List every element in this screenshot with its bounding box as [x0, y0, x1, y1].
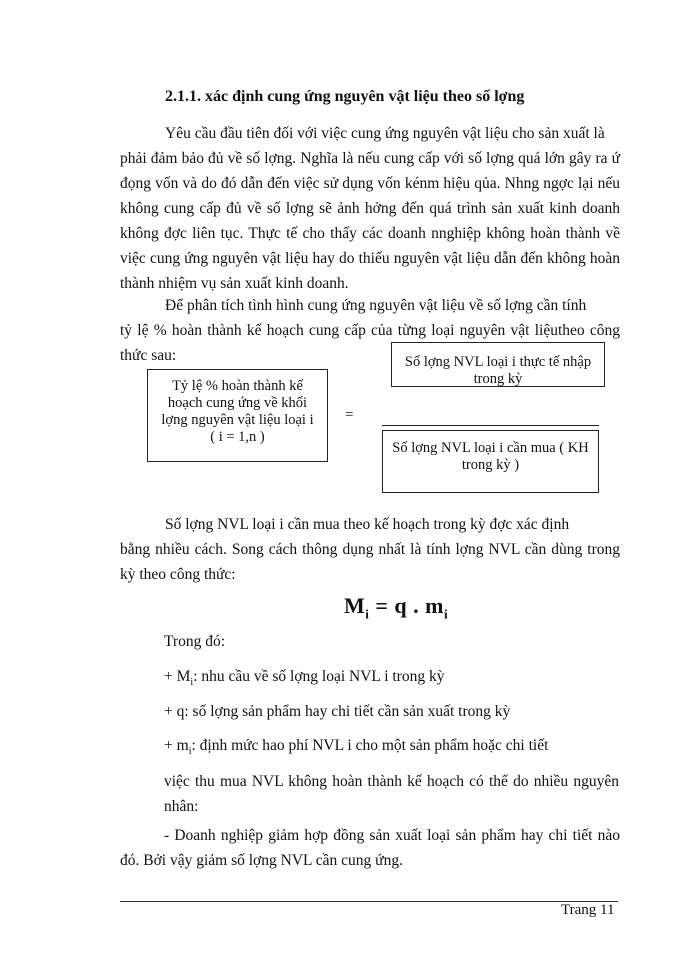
denominator-box: Số lợng NVL loại i cần mua ( KH trong kỳ ) [382, 430, 599, 493]
definition-text: : nhu cầu về số lợng loại NVL i trong kỳ [193, 668, 445, 685]
paragraph-3 [120, 512, 620, 587]
equals-sign: = [345, 407, 354, 423]
formula-mi [344, 593, 448, 622]
definition-mi-lower [164, 737, 548, 757]
paragraph-4: việc thu mua NVL không hoàn thành kế hoạch có thể do nhiều nguyên nhân: [164, 773, 619, 815]
page-number: Trang 11 [561, 902, 615, 918]
definition-sub: i [188, 746, 192, 758]
paragraph-1-rest: phải đảm bảo đủ về số lợng. Nghĩa là nếu cung cấp với số lợng quá lớn gây ra ứ đọng vốn và do đó dẫn đến việc sử dụng vốn kénm hiệu qủa. Nhng ngợc lại nếu không cung cấp đủ về số lợng sẽ ảnh hởng đến quá trình sản xuất kinh doanh không đợc liên tục. Thực tế cho thấy các doanh nnghiệp không hoàn thành về việc cung ứng nguyên vật liệu hay do thiếu nguyên vật liệu dẫn đến không hoàn thành nhiệm vụ sản xuất kinh doanh. [120, 150, 620, 292]
paragraph-5-text: - Doanh nghiệp giảm hợp đồng sản xuất loại sản phẩm hay chi tiết nào đó. Bởi vậy giảm số lợng NVL cần cung ứng. [120, 827, 620, 869]
paragraph-5 [120, 823, 620, 873]
paragraph-1 [120, 121, 620, 296]
where-label: Trong đó: [164, 633, 226, 650]
formula-lhs-sub: i [365, 606, 370, 622]
formula-lhs: M [344, 593, 366, 618]
ratio-label-box: Tỷ lệ % hoàn thành kế hoạch cung ứng về khối lợng nguyên vật liệu loại i ( i = 1,n ) [147, 369, 328, 462]
definition-prefix: + M [164, 668, 191, 685]
definition-prefix: + m [164, 737, 189, 754]
paragraph-3-rest: bằng nhiều cách. Song cách thông dụng nhất là tính lợng NVL cần dùng trong kỳ theo công thức: [120, 541, 620, 583]
definition-prefix: + q [164, 703, 185, 720]
section-heading: 2.1.1. xác định cung ứng nguyên vật liệu theo số lợng [165, 88, 525, 105]
paragraph-2-first: Để phân tích tình hình cung ứng nguyên vật liệu về số lợng cần tính [165, 297, 587, 314]
definition-text: : định mức hao phí NVL i cho một sản phẩm hoặc chi tiết [191, 737, 549, 754]
numerator-box: Số lợng NVL loại i thực tế nhập trong kỳ [391, 342, 605, 387]
definition-q [164, 703, 510, 723]
paragraph-2-rest: tỷ lệ % hoàn thành kế hoạch cung cấp của từng loại nguyên vật liệutheo công thức sau: [120, 322, 620, 364]
definition-mi [164, 668, 444, 688]
fraction-bar [382, 425, 599, 426]
formula-rhs-sub: i [444, 606, 449, 622]
formula-middle: = q . m [369, 593, 444, 618]
paragraph-1-first: Yêu cầu đầu tiên đối với việc cung ứng nguyên vật liệu cho sản xuất là [165, 125, 605, 142]
footer-rule [120, 901, 618, 902]
paragraph-3-first: Số lợng NVL loại i cần mua theo kế hoạch trong kỳ đợc xác định [165, 516, 570, 533]
definition-sub: i [190, 677, 194, 689]
definition-text: : số lợng sản phẩm hay chi tiết cần sản xuất trong kỳ [184, 703, 511, 720]
